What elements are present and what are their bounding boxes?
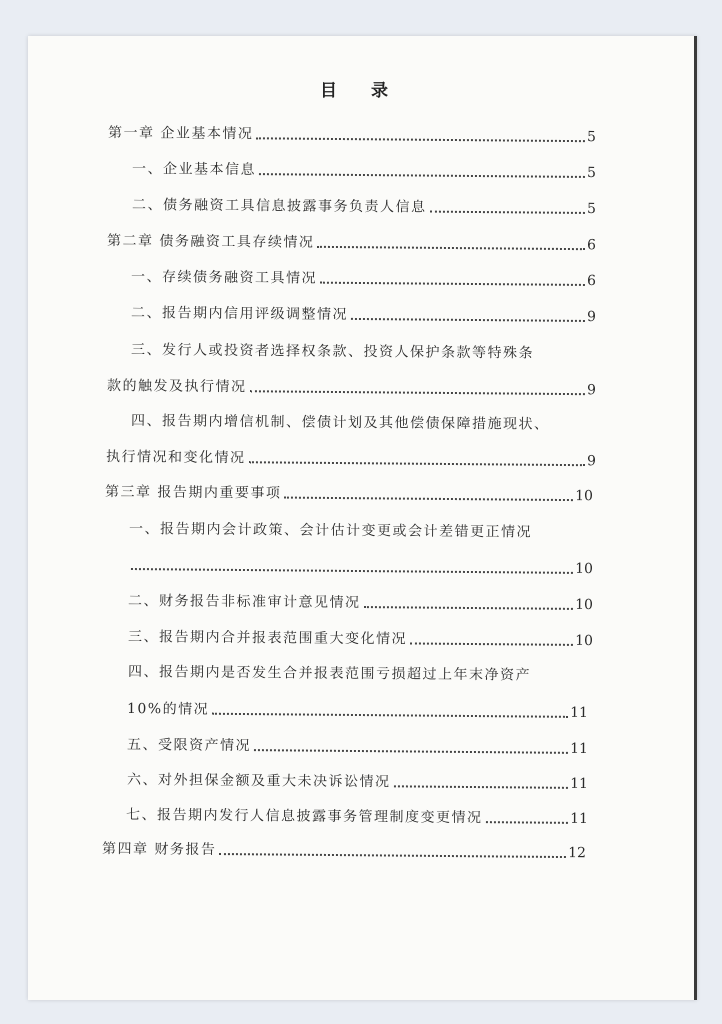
toc-entry-label: 一、存续债务融资工具情况 (130, 269, 318, 287)
toc-entry-3-4-line1[interactable]: 四、报告期内是否发生合并报表范围亏损超过上年末净资产 (127, 664, 532, 684)
toc-entry-label: 三、报告期内合并报表范围重大变化情况 (127, 629, 408, 648)
document-page (28, 36, 697, 1000)
dot-leader (393, 785, 568, 789)
toc-entry-2-3[interactable] (107, 377, 596, 399)
toc-page-number: 11 (570, 704, 589, 722)
toc-entry-2-2[interactable] (131, 304, 596, 326)
toc-entry-chapter-2[interactable] (107, 232, 596, 254)
toc-entry-2-4[interactable] (106, 448, 596, 470)
dot-leader (485, 821, 568, 824)
toc-entry-label: 款的触发及执行情况 (106, 378, 247, 396)
toc-page-number: 6 (586, 272, 597, 290)
toc-page-number: 10 (575, 488, 594, 505)
toc-entry-3-1[interactable] (128, 556, 593, 578)
toc-entry-3-7[interactable] (126, 806, 588, 828)
toc-page-number: 9 (586, 382, 597, 399)
toc-entry-label: 10%的情况 (126, 701, 210, 718)
dot-leader (351, 318, 585, 322)
toc-entry-label: 五、受限资产情况 (126, 737, 252, 755)
toc-entry-3-3[interactable] (128, 628, 593, 650)
toc-entry-chapter-3[interactable] (105, 483, 593, 505)
dot-leader (249, 390, 585, 395)
toc-entry-chapter-4[interactable] (102, 840, 586, 862)
toc-page-number: 10 (575, 596, 594, 614)
toc-entry-label: 六、对外担保金额及重大未决诉讼情况 (126, 772, 391, 791)
dot-leader (256, 137, 585, 142)
toc-page-number: 10 (575, 560, 594, 578)
toc-page-number: 5 (586, 129, 597, 146)
toc-entry-label: 一、企业基本信息 (131, 161, 257, 179)
toc-page-number: 9 (586, 453, 597, 470)
toc-page-number: 11 (570, 775, 589, 793)
toc-entry-3-2[interactable] (128, 592, 593, 614)
toc-entry-chapter-1[interactable] (108, 124, 596, 146)
toc-page-number: 11 (570, 810, 589, 828)
toc-entry-3-5[interactable] (127, 736, 588, 758)
toc-entry-label: 第二章 债务融资工具存续情况 (106, 233, 315, 251)
toc-page-number: 12 (568, 845, 587, 862)
toc-page-number: 11 (570, 740, 589, 758)
dot-leader (131, 568, 573, 574)
toc-entry-label: 第一章 企业基本情况 (107, 125, 254, 143)
toc-page-number: 5 (586, 200, 597, 218)
dot-leader (219, 853, 566, 858)
toc-entry-2-3-line1[interactable]: 三、发行人或投资者选择权条款、投资人保护条款等特殊条 (130, 342, 535, 362)
toc-page-number: 5 (586, 164, 597, 182)
dot-leader (284, 497, 573, 502)
toc-entry-3-4[interactable] (127, 700, 588, 722)
dot-leader (410, 642, 573, 645)
dot-leader (317, 246, 585, 250)
toc-entry-label: 第四章 财务报告 (101, 841, 217, 858)
toc-entry-3-1-line1[interactable]: 一、报告期内会计政策、会计估计变更或会计差错更正情况 (128, 521, 533, 541)
dot-leader (363, 606, 573, 610)
toc-entry-2-4-line1[interactable]: 四、报告期内增信机制、偿债计划及其他偿债保障措施现状、 (130, 413, 550, 433)
toc-entry-1-2[interactable] (132, 196, 596, 218)
toc-entry-3-6[interactable] (127, 771, 588, 793)
toc-page-number: 10 (575, 632, 594, 650)
dot-leader (429, 211, 585, 214)
toc-entry-label: 七、报告期内发行人信息披露事务管理制度变更情况 (125, 807, 483, 827)
toc-list (28, 36, 694, 1000)
toc-page-number: 6 (586, 237, 597, 254)
toc-entry-label: 第三章 报告期内重要事项 (104, 484, 282, 502)
toc-entry-label: 二、财务报告非标准审计意见情况 (127, 593, 361, 612)
dot-leader (259, 173, 585, 178)
dot-leader (254, 749, 568, 754)
toc-entry-label: 执行情况和变化情况 (105, 449, 246, 467)
toc-entry-label: 二、债务融资工具信息披露事务负责人信息 (131, 197, 427, 216)
toc-page-number: 9 (586, 308, 597, 326)
dot-leader (248, 461, 585, 466)
toc-entry-label: 二、报告期内信用评级调整情况 (130, 305, 349, 323)
dot-leader (320, 282, 585, 286)
dot-leader (212, 713, 568, 718)
toc-entry-2-1[interactable] (131, 268, 596, 290)
toc-title: 目 录 (320, 81, 402, 101)
toc-entry-1-1[interactable] (132, 160, 596, 182)
